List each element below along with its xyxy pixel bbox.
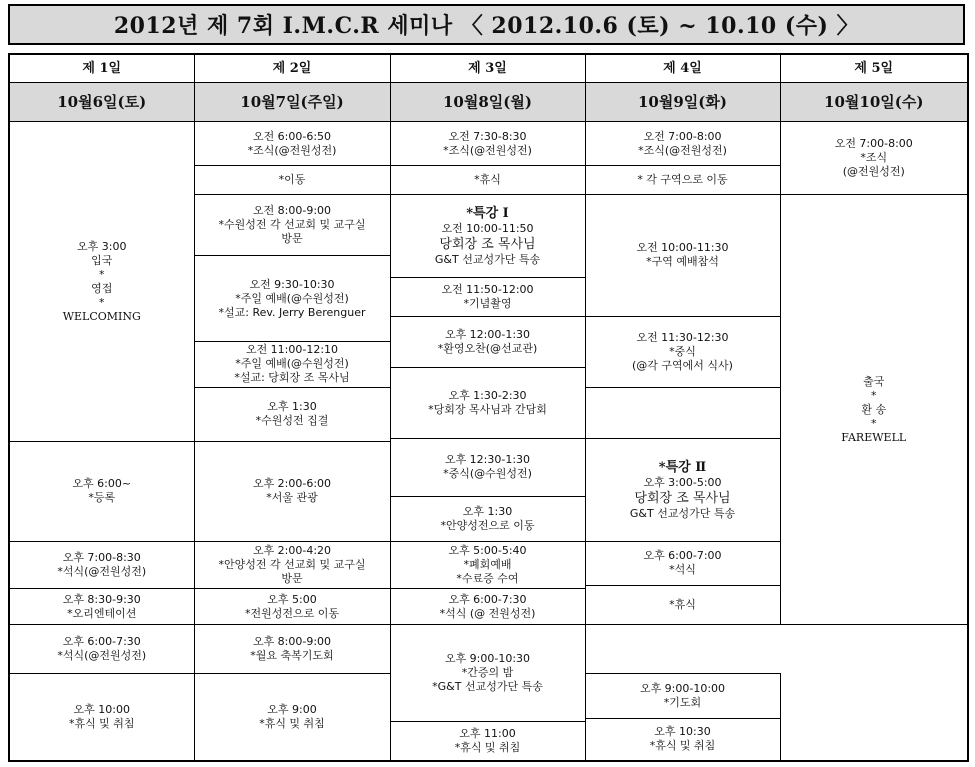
schedule-text: 오후 10:00 bbox=[73, 703, 130, 717]
schedule-text: 오전 10:00-11:30 bbox=[636, 241, 729, 255]
day-header: 제 4일 bbox=[585, 54, 780, 83]
schedule-table bbox=[8, 53, 969, 762]
schedule-text: *특강 Ⅰ bbox=[466, 206, 509, 222]
day-header: 제 3일 bbox=[390, 54, 585, 83]
schedule-text: *설교: Rev. Jerry Berenguer bbox=[218, 305, 366, 319]
schedule-text: *전원성전으로 이동 bbox=[244, 606, 339, 620]
schedule-text: 오전 7:00-8:00 bbox=[643, 129, 722, 143]
day1-orientation-cell bbox=[9, 589, 194, 625]
schedule-text: *안양성전 각 선교회 및 교구실 bbox=[218, 558, 366, 571]
day2-breakfast-cell bbox=[194, 122, 390, 166]
schedule-text: *석식(@전원성전) bbox=[57, 649, 147, 663]
schedule-text: 오전 11:50-12:00 bbox=[441, 283, 534, 297]
schedule-text: 오전 9:30-10:30 bbox=[249, 277, 335, 291]
schedule-text: 오전 11:30-12:30 bbox=[636, 330, 729, 344]
day-header: 제 5일 bbox=[780, 54, 968, 83]
schedule-text: 입국 bbox=[91, 253, 113, 267]
day1-arrival-cell bbox=[9, 122, 194, 441]
schedule-text: *조식(@전원성전) bbox=[443, 143, 532, 157]
schedule-text: *수료증 수여 bbox=[456, 572, 519, 585]
schedule-text: *오리엔테이션 bbox=[67, 606, 137, 620]
schedule-text: FAREWELL bbox=[841, 430, 907, 444]
day4-worship-cell bbox=[585, 194, 780, 316]
day4-gather-cell bbox=[194, 387, 390, 441]
schedule-text: *석식 bbox=[669, 563, 696, 577]
schedule-text: G&T 선교성가단 특송 bbox=[629, 506, 736, 520]
day3-closing-cell bbox=[390, 541, 585, 589]
day2-visit-anyang-cell bbox=[194, 541, 390, 589]
schedule-text: *조식(@전원성전) bbox=[247, 143, 337, 157]
schedule-text: * 각 구역으로 이동 bbox=[637, 172, 728, 186]
schedule-text: 오전 8:00-9:00 bbox=[252, 203, 332, 217]
schedule-text: *월요 축복기도회 bbox=[250, 649, 334, 663]
schedule-text: *구역 예배참석 bbox=[646, 255, 719, 269]
schedule-text: *휴식 및 취침 bbox=[649, 739, 716, 753]
day5-breakfast-cell bbox=[780, 122, 968, 194]
schedule-text: 출국 bbox=[863, 374, 885, 388]
schedule-text: 오후 6:00-7:30 bbox=[62, 635, 141, 649]
day-header: 제 1일 bbox=[9, 54, 194, 83]
day2-service2-cell bbox=[194, 342, 390, 388]
schedule-text: 오후 8:00-9:00 bbox=[252, 635, 332, 649]
schedule-text: *조식 bbox=[860, 151, 888, 164]
schedule-text: *당회장 목사님과 간담회 bbox=[428, 402, 547, 416]
schedule-text: 당회장 조 목사님 bbox=[439, 237, 536, 253]
schedule-text: *설교: 당회장 조 목사님 bbox=[234, 371, 350, 385]
day3-breakfast-cell bbox=[390, 122, 585, 166]
schedule-text: 오후 1:30 bbox=[462, 504, 513, 518]
schedule-text: *중식 bbox=[669, 344, 696, 358]
schedule-text: *중식(@수원성전) bbox=[443, 467, 532, 481]
day4-sleep-cell bbox=[390, 722, 585, 761]
date-header: 10월10일(수) bbox=[780, 83, 968, 122]
day4-testimony-cell bbox=[390, 625, 585, 722]
schedule-text: 오후 10:30 bbox=[654, 725, 711, 739]
schedule-text: *조식(@전원성전) bbox=[638, 143, 727, 157]
schedule-text: *수원성전 각 선교회 및 교구실 bbox=[218, 217, 366, 231]
date-header-row bbox=[9, 83, 968, 122]
schedule-text: 오후 6:00~ bbox=[72, 477, 132, 491]
schedule-text: * bbox=[871, 388, 877, 402]
day3-prayer2-cell bbox=[585, 674, 780, 719]
schedule-text: 오전 6:00-6:50 bbox=[252, 129, 332, 143]
schedule-text: 오후 6:00-7:00 bbox=[643, 549, 722, 563]
day2-move-anyang-cell bbox=[390, 497, 585, 542]
day3-rest-cell bbox=[390, 165, 585, 194]
day3-meeting-cell bbox=[390, 367, 585, 438]
schedule-text: *기도회 bbox=[663, 696, 702, 710]
day1-dinner-cell bbox=[9, 541, 194, 589]
day2-service1-cell bbox=[194, 256, 390, 342]
schedule-text: *특강 Ⅱ bbox=[658, 459, 707, 475]
day1-register-cell bbox=[9, 441, 194, 541]
schedule-text: *등록 bbox=[88, 491, 116, 505]
day4-lunch-cell bbox=[585, 316, 780, 387]
schedule-text: 오후 2:00-6:00 bbox=[252, 477, 332, 491]
schedule-text: 오전 7:30-8:30 bbox=[448, 129, 527, 143]
day-header: 제 2일 bbox=[194, 54, 390, 83]
schedule-text: 오후 11:00 bbox=[459, 727, 516, 741]
schedule-text: *수원성전 집결 bbox=[255, 414, 329, 428]
schedule-text: 환 송 bbox=[861, 402, 887, 416]
schedule-text: 오후 9:00 bbox=[267, 703, 317, 717]
day2-lunch-cell bbox=[390, 438, 585, 496]
day3-lunch-cell bbox=[390, 316, 585, 367]
schedule-text: 당회장 조 목사님 bbox=[634, 490, 731, 506]
schedule-text: *G&T 선교성가단 특송 bbox=[432, 680, 543, 694]
day3-lecture1-cell bbox=[390, 194, 585, 278]
schedule-text: *휴식 및 취침 bbox=[259, 717, 325, 731]
schedule-text: *석식 (@ 전원성전) bbox=[439, 606, 536, 620]
schedule-text: 오후 3:00 bbox=[77, 239, 127, 253]
day4-dinner-cell bbox=[585, 541, 780, 586]
schedule-text: *서울 관광 bbox=[266, 491, 318, 505]
day3-photo-cell bbox=[390, 278, 585, 316]
date-header: 10월8일(월) bbox=[390, 83, 585, 122]
day4-move-cell bbox=[585, 165, 780, 194]
day2-move-jeonwon-cell bbox=[194, 589, 390, 625]
schedule-text: 오후 2:00-4:20 bbox=[252, 544, 332, 557]
page-title: 2012년 제 7회 I.M.C.R 세미나 〈 2012.10.6 (토) ~ 10.10 (수) 〉 bbox=[8, 4, 965, 45]
schedule-text: *기념촬영 bbox=[463, 297, 512, 311]
day3-prayer-cell bbox=[194, 625, 390, 674]
day2-rest-cell bbox=[194, 674, 390, 761]
day4-tour-cell bbox=[194, 441, 390, 541]
day4-rest-cell bbox=[585, 586, 780, 625]
day3-lecture2-cell bbox=[585, 438, 780, 541]
date-header: 10월6일(토) bbox=[9, 83, 194, 122]
schedule-text: (@전원성전) bbox=[842, 165, 905, 178]
day2-dinner-cell bbox=[9, 625, 194, 674]
schedule-text: *안양성전으로 이동 bbox=[440, 518, 535, 532]
schedule-text: 오전 7:00-8:00 bbox=[834, 137, 913, 150]
day2-move-cell bbox=[194, 165, 390, 194]
schedule-text: * bbox=[99, 295, 105, 309]
schedule-text: 오후 5:00 bbox=[267, 592, 317, 606]
schedule-text: 방문 bbox=[281, 572, 303, 585]
day-header-row bbox=[9, 54, 968, 83]
schedule-text: *휴식 및 취침 bbox=[68, 717, 135, 731]
schedule-text: *휴식 및 취침 bbox=[454, 741, 521, 755]
date-header: 10월9일(화) bbox=[585, 83, 780, 122]
schedule-text: *간증의 밤 bbox=[461, 666, 514, 680]
day5-farewell-cell bbox=[780, 194, 968, 625]
schedule-text: 오후 1:30-2:30 bbox=[448, 388, 527, 402]
schedule-text: 오후 7:00-8:30 bbox=[62, 551, 141, 564]
schedule-text: *주일 예배(@수원성전) bbox=[235, 291, 349, 305]
schedule-text: 오전 11:00-12:10 bbox=[245, 343, 339, 357]
schedule-text: *이동 bbox=[278, 172, 306, 186]
day3-rest-cell bbox=[585, 718, 780, 761]
schedule-text: 오후 6:00-7:30 bbox=[448, 592, 527, 606]
schedule-text: 오후 9:00-10:30 bbox=[444, 652, 531, 666]
schedule-text: *휴식 bbox=[474, 172, 501, 186]
schedule-text: 오후 9:00-10:00 bbox=[639, 682, 726, 696]
schedule-text: 오후 12:30-1:30 bbox=[444, 453, 531, 467]
schedule-text: 영접 bbox=[91, 281, 113, 295]
day1-rest-cell bbox=[9, 674, 194, 761]
schedule-text: * bbox=[99, 267, 105, 281]
schedule-text: *석식(@전원성전) bbox=[57, 565, 147, 578]
schedule-text: *폐회예배 bbox=[463, 558, 512, 571]
schedule-text: 오후 3:00-5:00 bbox=[643, 475, 722, 489]
day2-visit-cell bbox=[194, 194, 390, 256]
schedule-text: * bbox=[871, 416, 877, 430]
schedule-text: 오전 10:00-11:50 bbox=[441, 222, 534, 236]
schedule-text: 방문 bbox=[281, 231, 303, 245]
schedule-text: 오후 5:00-5:40 bbox=[448, 544, 527, 557]
day4-breakfast-cell bbox=[585, 122, 780, 166]
schedule-text: 오후 8:30-9:30 bbox=[62, 592, 141, 606]
date-header: 10월7일(주일) bbox=[194, 83, 390, 122]
schedule-text: (@각 구역에서 식사) bbox=[632, 358, 733, 372]
schedule-text: *주일 예배(@수원성전) bbox=[235, 357, 349, 371]
schedule-text: WELCOMING bbox=[62, 309, 141, 323]
day3-dinner-cell bbox=[390, 589, 585, 625]
schedule-text: G&T 선교성가단 특송 bbox=[434, 253, 541, 267]
schedule-text: 오후 12:00-1:30 bbox=[444, 327, 531, 341]
schedule-text: *휴식 bbox=[669, 598, 696, 612]
schedule-text: *환영오찬(@선교관) bbox=[437, 341, 538, 355]
schedule-text: 오후 1:30 bbox=[267, 400, 317, 414]
